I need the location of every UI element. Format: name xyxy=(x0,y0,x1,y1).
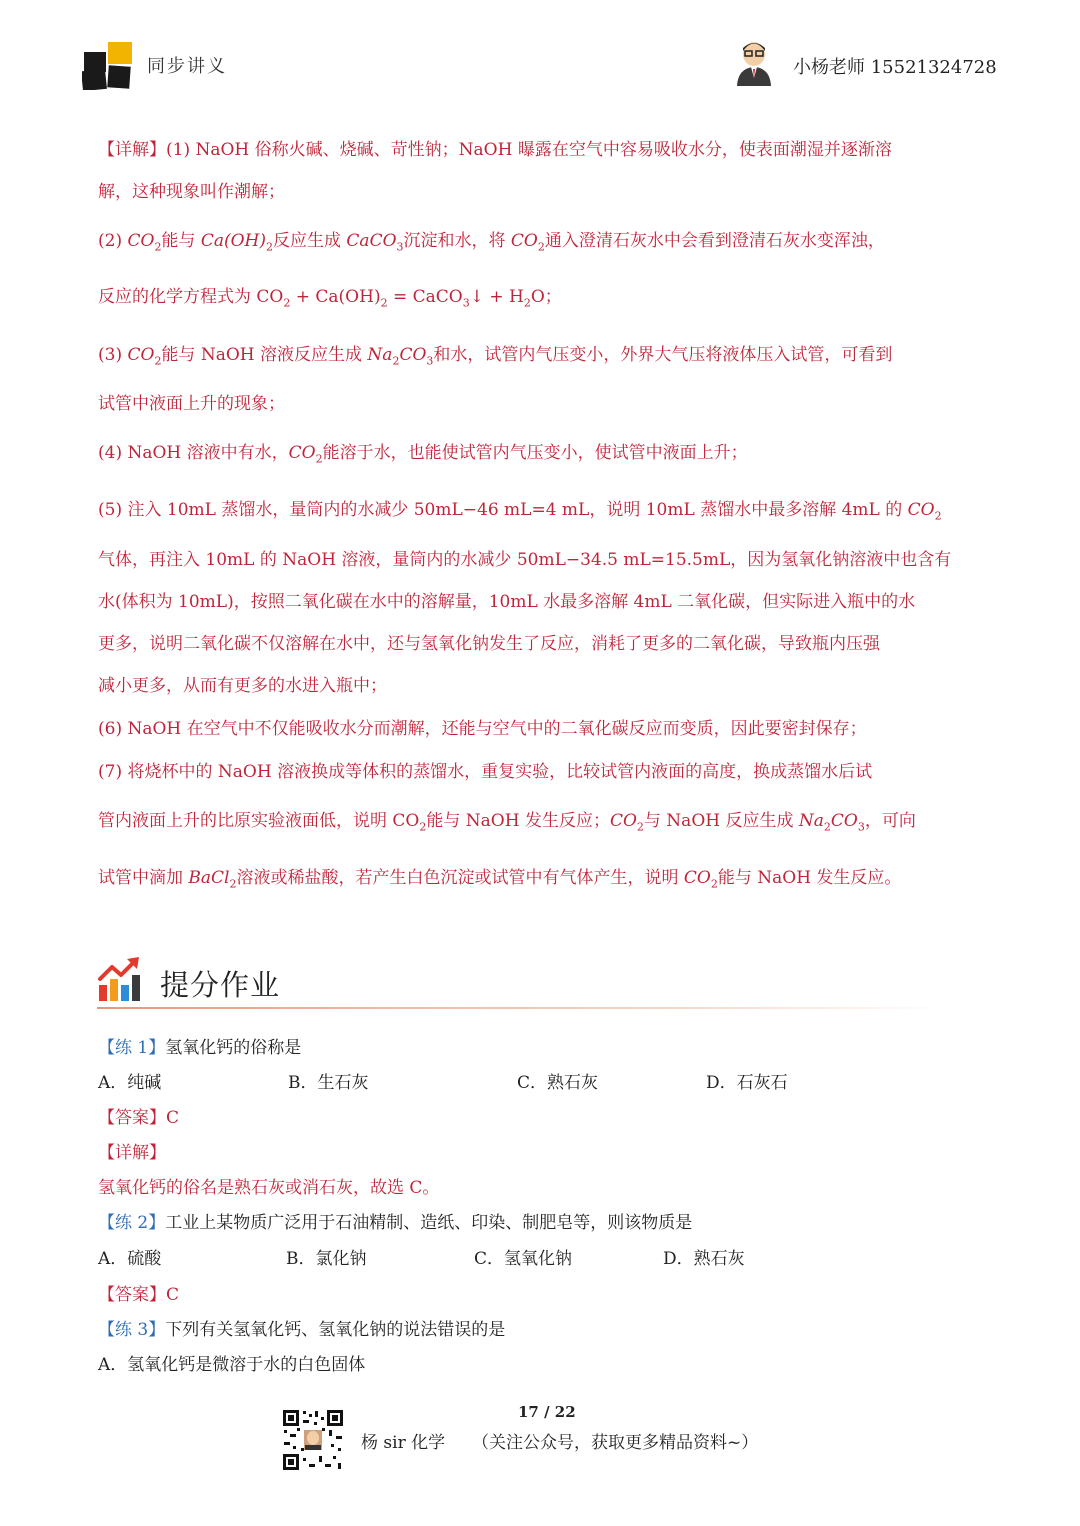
q2-option-d: D．熟石灰 xyxy=(663,1249,745,1269)
question-3-tag: 【练 3】 xyxy=(98,1320,166,1340)
explanation-line-5: (3) $CO_2$能与 NaOH 溶液反应生成 $Na_2CO_3$和水，试管内气压变小，外界大气压将液体压入试管，可看到 xyxy=(98,345,893,368)
q1-detail-tag: 【详解】 xyxy=(98,1143,166,1163)
explanation-line-8: (5) 注入 10mL 蒸馏水，量筒内的水减少 50mL−46 mL=4 mL，说明 10mL 蒸馏水中最多溶解 4mL 的 $CO_2$ xyxy=(98,500,942,523)
q1-detail: 氢氧化钙的俗名是熟石灰或消石灰，故选 C。 xyxy=(98,1178,440,1198)
footer-note: （关注公众号，获取更多精品资料~） xyxy=(472,1433,759,1453)
question-1-text: 氢氧化钙的俗称是 xyxy=(165,1038,302,1058)
q1-option-a: A．纯碱 xyxy=(98,1073,162,1093)
question-3-text: 下列有关氢氧化钙、氢氧化钠的说法错误的是 xyxy=(165,1320,506,1340)
explanation-line-10: 水(体积为 10mL)，按照二氧化碳在水中的溶解量，10mL 水最多溶解 4mL 二氧化碳，但实际进入瓶中的水 xyxy=(98,592,916,612)
question-1-tag: 【练 1】 xyxy=(98,1038,166,1058)
explanation-line-4: 反应的化学方程式为 $CO_2 + Ca(OH)_2$ = CaCO$_3$↓ + $H_2O$； xyxy=(98,287,562,310)
explanation-line-11: 更多，说明二氧化碳不仅溶解在水中，还与氢氧化钠发生了反应，消耗了更多的二氧化碳，导致瓶内压强 xyxy=(98,634,880,654)
question-2-text: 工业上某物质广泛用于石油精制、造纸、印染、制肥皂等，则该物质是 xyxy=(165,1213,693,1233)
rising-chart-icon xyxy=(97,955,145,1003)
explanation-line-15: 管内液面上升的比原实验液面低，说明 $CO_2$能与 NaOH 发生反应；$CO_2$与 NaOH 反应生成 $Na_2CO_3$，可向 xyxy=(98,811,916,834)
explanation-line-13: (6) NaOH 在空气中不仅能吸收水分而潮解，还能与空气中的二氧化碳反应而变质，因此要密封保存； xyxy=(98,719,867,739)
explanation-line-14: (7) 将烧杯中的 NaOH 溶液换成等体积的蒸馏水，重复实验，比较试管内液面的高度，换成蒸馏水后试 xyxy=(98,762,873,782)
q2-option-b: B．氯化钠 xyxy=(286,1249,367,1269)
explanation-line-6: 试管中液面上升的现象； xyxy=(98,394,285,414)
page-number: 17 / 22 xyxy=(518,1403,576,1421)
teacher-contact: 小杨老师 15521324728 xyxy=(793,57,997,78)
q1-answer: 【答案】C xyxy=(98,1108,180,1128)
explanation-line-1: 【详解】(1) NaOH 俗称火碱、烧碱、苛性钠；NaOH 曝露在空气中容易吸收水分，使表面潮湿并逐渐溶 xyxy=(98,140,892,160)
section-divider xyxy=(97,1007,945,1009)
explanation-line-12: 减小更多，从而有更多的水进入瓶中； xyxy=(98,676,387,696)
q2-option-a: A．硫酸 xyxy=(98,1249,162,1269)
q1-option-d: D．石灰石 xyxy=(706,1073,788,1093)
explanation-line-16: 试管中滴加 BaCl$_2$溶液或稀盐酸，若产生白色沉淀或试管中有气体产生，说明 $CO_2$能与 NaOH 发生反应。 xyxy=(98,868,902,891)
footer-account-name: 杨 sir 化学 xyxy=(361,1433,446,1453)
brand-name: 同步讲义 xyxy=(147,56,227,77)
qr-code-icon[interactable] xyxy=(281,1408,345,1472)
q1-option-b: B．生石灰 xyxy=(288,1073,369,1093)
section-title: 提分作业 xyxy=(160,968,281,1002)
q1-option-c: C．熟石灰 xyxy=(517,1073,599,1093)
question-1 xyxy=(98,1033,301,1058)
brand-logo-icon xyxy=(82,42,134,90)
q2-option-c: C．氢氧化钠 xyxy=(474,1249,573,1269)
q2-answer: 【答案】C xyxy=(98,1285,180,1305)
explanation-line-9: 气体，再注入 10mL 的 NaOH 溶液，量筒内的水减少 50mL−34.5 mL=15.5mL，因为氢氧化钠溶液中也含有 xyxy=(98,550,952,570)
explanation-line-3: (2) $CO_2$能与 $Ca(OH)_2$反应生成 CaCO$_3$沉淀和水，将 $CO_2$通入澄清石灰水中会看到澄清石灰水变浑浊， xyxy=(98,231,885,254)
explanation-line-7: (4) NaOH 溶液中有水，$CO_2$能溶于水，也能使试管内气压变小，使试管中液面上升； xyxy=(98,443,748,466)
question-2-tag: 【练 2】 xyxy=(98,1213,166,1233)
question-3 xyxy=(98,1315,505,1340)
teacher-avatar-icon xyxy=(734,40,774,86)
q3-option-a: A．氢氧化钙是微溶于水的白色固体 xyxy=(98,1355,366,1375)
explanation-line-2: 解，这种现象叫作潮解； xyxy=(98,182,285,202)
question-2 xyxy=(98,1208,692,1233)
